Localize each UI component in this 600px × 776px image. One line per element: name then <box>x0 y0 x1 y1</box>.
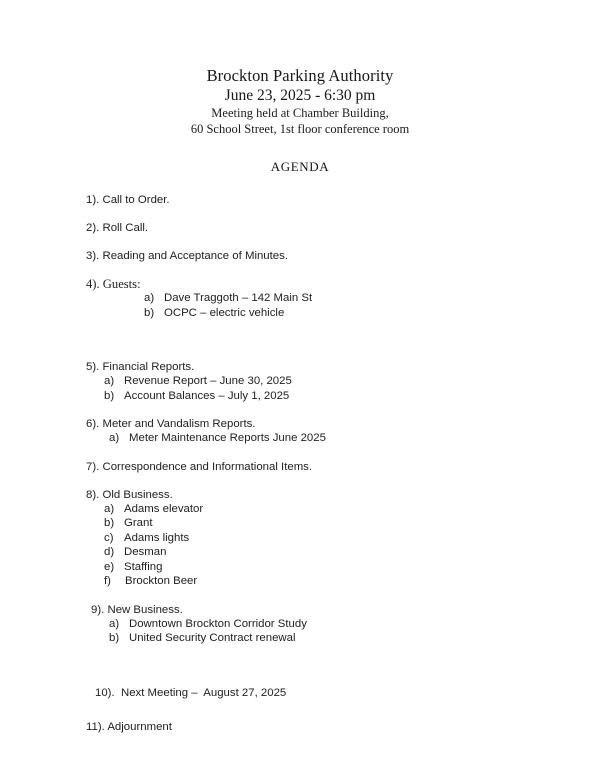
agenda-item-number: 2). <box>86 222 103 234</box>
subitem-marker: d) <box>104 546 115 558</box>
agenda-subitem <box>86 560 570 575</box>
agenda-item-label: Old Business. <box>102 488 173 501</box>
subitem-text: Grant <box>124 517 153 529</box>
subitem-text: United Security Contract renewal <box>129 632 296 644</box>
subitem-marker: a) <box>104 375 115 387</box>
agenda-item-label: Reading and Acceptance of Minutes. <box>102 250 289 262</box>
subitem-text: Adams elevator <box>124 502 204 515</box>
agenda-item-label: New Business. <box>107 603 183 616</box>
agenda-item-number: 5). <box>86 361 103 373</box>
agenda-item-label: Guests: <box>102 277 141 291</box>
agenda-subitem <box>86 502 570 517</box>
subitem-text: Meter Maintenance Reports June 2025 <box>129 432 326 444</box>
subitem-text: Desman <box>124 546 167 558</box>
agenda-item-4 <box>86 277 570 291</box>
agenda-subitem <box>86 431 570 446</box>
subitem-marker: b) <box>109 632 120 644</box>
agenda-item-label: Call to Order. <box>102 194 170 206</box>
agenda-item-5 <box>86 360 570 374</box>
agenda-item-number: 4). <box>86 277 103 291</box>
agenda-subitem <box>86 531 570 546</box>
agenda-item-number: 9). <box>91 603 108 616</box>
subitem-text: Dave Traggoth – 142 Main St <box>164 292 313 304</box>
agenda-item-label: Next Meeting – August 27, 2025 <box>117 686 287 699</box>
subitem-marker: f) <box>104 575 111 587</box>
subitem-text: Adams lights <box>124 531 190 544</box>
agenda-subitem <box>86 545 570 560</box>
agenda-item-label: Meter and Vandalism Reports. <box>102 418 256 430</box>
agenda-item-number: 11). <box>86 720 108 733</box>
agenda-list <box>0 193 600 734</box>
venue-line-1: Meeting held at Chamber Building, <box>211 106 389 120</box>
agenda-item-11 <box>86 720 570 734</box>
agenda-subitem <box>86 291 570 306</box>
spacer <box>86 320 570 360</box>
subitem-marker: c) <box>104 531 114 544</box>
agenda-item-number: 7). <box>86 460 103 473</box>
agenda-heading: AGENDA <box>270 159 330 174</box>
agenda-item-label: Roll Call. <box>102 222 149 234</box>
agenda-item-number: 1). <box>86 194 103 206</box>
agenda-subitem <box>86 306 570 321</box>
subitem-marker: e) <box>104 560 115 573</box>
spacer <box>86 646 570 686</box>
agenda-item-number: 8). <box>86 488 103 501</box>
agenda-item-2 <box>86 221 570 235</box>
agenda-subitem <box>86 374 570 389</box>
agenda-item-number: 10). <box>95 686 118 699</box>
meeting-datetime: June 23, 2025 - 6:30 pm <box>224 87 376 104</box>
subitem-marker: a) <box>109 432 120 444</box>
spacer <box>86 207 570 221</box>
subitem-text: Account Balances – July 1, 2025 <box>124 389 290 402</box>
agenda-item-9 <box>91 603 570 617</box>
agenda-item-8 <box>86 488 570 502</box>
agenda-item-label: Adjournment <box>107 720 172 733</box>
agenda-item-7 <box>86 460 570 474</box>
agenda-item-3 <box>86 249 570 263</box>
subitem-marker: a) <box>104 502 115 515</box>
subitem-text: OCPC – electric vehicle <box>164 306 285 319</box>
agenda-subitem <box>86 574 570 589</box>
agenda-subitem <box>86 389 570 404</box>
document-header <box>0 0 600 175</box>
spacer <box>86 403 570 417</box>
page-title: Brockton Parking Authority <box>206 66 394 85</box>
spacer <box>86 474 570 488</box>
spacer <box>86 589 570 603</box>
agenda-item-number: 6). <box>86 418 103 430</box>
agenda-item-number: 3). <box>86 250 103 262</box>
venue-line-2: 60 School Street, 1st floor conference room <box>190 122 410 136</box>
subitem-text: Brockton Beer <box>125 575 198 587</box>
agenda-item-6 <box>86 417 570 431</box>
subitem-marker: a) <box>109 617 120 630</box>
agenda-item-1 <box>86 193 570 207</box>
agenda-subitem <box>86 516 570 531</box>
agenda-item-10 <box>95 686 570 700</box>
subitem-text: Downtown Brockton Corridor Study <box>129 617 307 630</box>
subitem-marker: b) <box>104 517 115 529</box>
agenda-subitem <box>86 631 570 646</box>
spacer <box>86 263 570 277</box>
subitem-marker: a) <box>144 292 155 304</box>
spacer <box>86 700 570 720</box>
spacer <box>86 235 570 249</box>
subitem-marker: b) <box>144 306 155 319</box>
agenda-item-label: Financial Reports. <box>102 361 195 373</box>
subitem-text: Revenue Report – June 30, 2025 <box>124 375 292 387</box>
spacer <box>86 446 570 460</box>
agenda-item-label: Correspondence and Informational Items. <box>102 460 313 473</box>
subitem-text: Staffing <box>124 560 163 573</box>
agenda-subitem <box>86 617 570 632</box>
subitem-marker: b) <box>104 389 115 402</box>
